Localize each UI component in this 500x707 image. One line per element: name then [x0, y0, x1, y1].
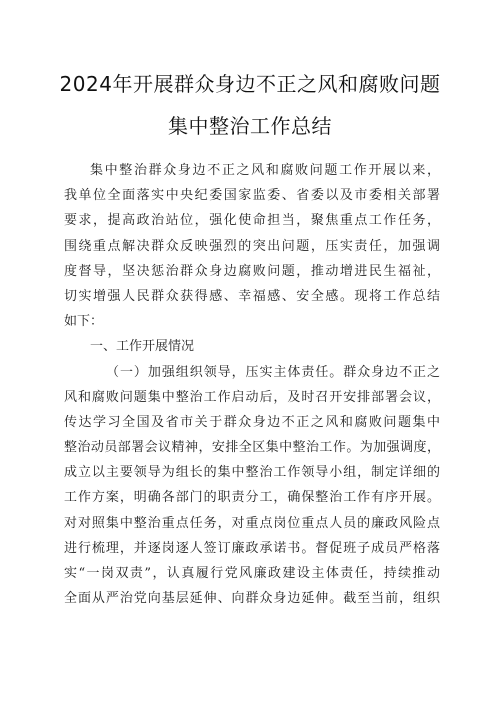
text-line: 度督导，坚决惩治群众身边腐败问题，推动增进民生福祉， [64, 263, 440, 279]
text-line: 我单位全面落实中央纪委国家监委、省委以及市委相关部署 [64, 188, 440, 204]
text-line: 整治动员部署会议精神，安排全区集中整治工作。为加强调度， [64, 440, 440, 456]
text-line: 成立以主要领导为组长的集中整治工作领导小组，制定详细的 [64, 465, 440, 481]
text-line: 实“一岗双责”，认真履行党风廉政建设主体责任，持续推动 [64, 566, 440, 581]
section-heading-text: 一、工作开展情况 [90, 339, 195, 355]
text-line: 如下： [64, 314, 104, 330]
text-line: （一）加强组织领导，压实主体责任。群众身边不正之 [106, 364, 440, 380]
document-title-line-2: 集中整治工作总结 [168, 114, 332, 138]
text-line: 进行梳理，并逐岗逐人签订廉政承诺书。督促班子成员严格落 [64, 540, 440, 556]
text-line: 集中整治群众身边不正之风和腐败问题工作开展以来， [90, 163, 440, 178]
section-heading [64, 334, 440, 359]
text-line: 切实增强人民群众获得感、幸福感、安全感。现将工作总结 [64, 288, 440, 304]
text-line: 围绕重点解决群众反映强烈的突出问题，压实责任，加强调 [64, 238, 440, 254]
text-line: 对对照集中整治重点任务，对重点岗位重点人员的廉政风险点 [64, 515, 440, 531]
paragraph-intro [64, 158, 440, 334]
document-title-line-1: 2024年开展群众身边不正之风和腐败问题 [59, 72, 441, 96]
document-body [64, 158, 440, 611]
paragraph-section-1 [64, 360, 440, 612]
text-line: 工作方案，明确各部门的职责分工，确保整治工作有序开展。 [64, 490, 440, 506]
text-line: 要求，提高政治站位，强化使命担当，聚焦重点工作任务， [64, 213, 440, 229]
text-line: 传达学习全国及省市关于群众身边不正之风和腐败问题集中 [64, 414, 440, 430]
text-line: 全面从严治党向基层延伸、向群众身边延伸。截至当前，组织 [64, 591, 440, 607]
text-line: 风和腐败问题集中整治工作启动后，及时召开安排部署会议， [64, 389, 440, 405]
